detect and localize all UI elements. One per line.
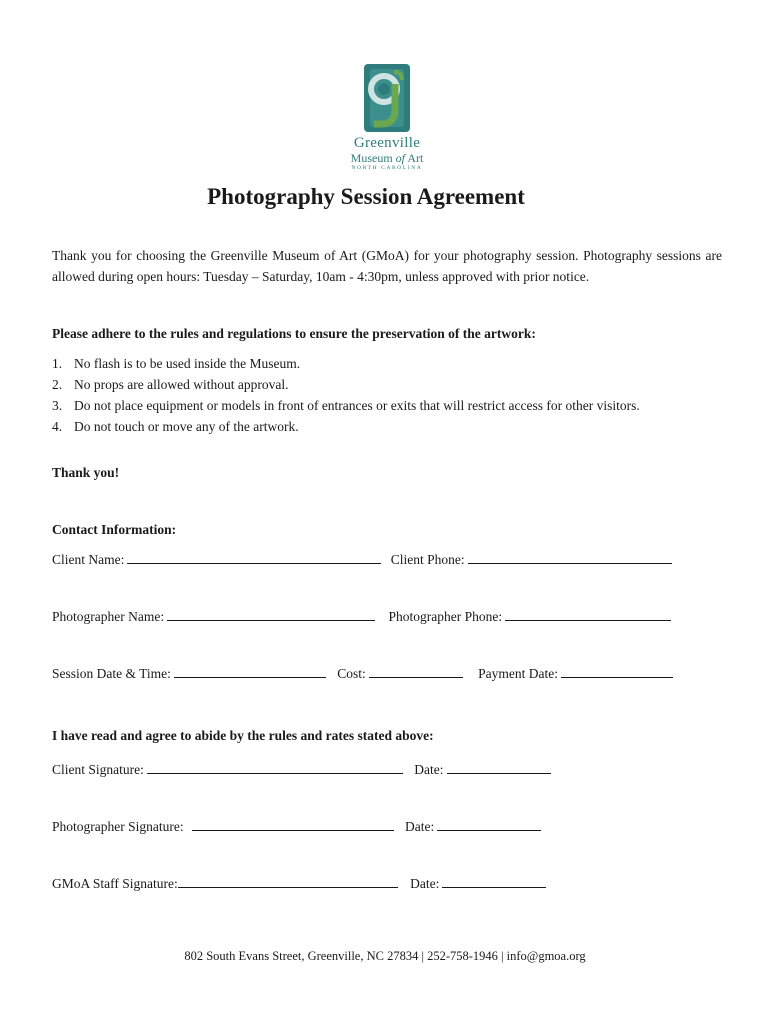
staff-date-field[interactable] [442,875,546,888]
session-date-label: Session Date & Time: [52,666,171,681]
photographer-date-field[interactable] [437,818,541,831]
client-phone-label: Client Phone: [390,552,465,567]
client-name-field[interactable] [127,551,381,564]
date-label: Date: [404,819,435,834]
photographer-signature-field[interactable] [192,818,394,831]
list-item: 4. Do not touch or move any of the artwork. [52,419,299,434]
staff-signature-row [52,875,546,892]
date-label: Date: [410,876,440,891]
list-item: 1. No flash is to be used inside the Museum. [52,356,301,371]
payment-date-label: Payment Date: [478,666,559,681]
page-title: Photography Session Agreement [207,184,525,209]
date-label: Date: [414,762,444,777]
session-info-row [52,665,673,682]
photographer-name-field[interactable] [167,608,375,621]
gmoa-g-logo-icon [364,64,410,132]
photographer-signature-label: Photographer Signature: [52,819,184,834]
client-signature-label: Client Signature: [52,762,144,777]
client-phone-field[interactable] [468,551,672,564]
staff-signature-label: GMoA Staff Signature: [52,876,178,891]
logo-name: Greenville [353,135,421,151]
logo-subtitle: Museum of Art [350,151,424,165]
thank-you-text: Thank you! [52,465,120,480]
photographer-signature-row [52,818,541,835]
rules-heading: Please adhere to the rules and regulations to ensure the preservation of the artwork: [52,326,536,341]
list-item: 3. Do not place equipment or models in front of entrances or exits that will restrict access for other visitors. [52,398,640,413]
contact-heading: Contact Information: [52,522,177,537]
list-item: 2. No props are allowed without approval. [52,377,289,392]
photographer-name-label: Photographer Name: [52,609,165,624]
photographer-phone-label: Photographer Phone: [388,609,503,624]
photographer-info-row [52,608,671,625]
museum-logo [340,64,434,174]
client-signature-field[interactable] [147,761,403,774]
cost-field[interactable] [369,665,463,678]
logo-state: NORTH CAROLINA [351,165,423,171]
payment-date-field[interactable] [561,665,673,678]
footer-contact: 802 South Evans Street, Greenville, NC 27834 | 252-758-1946 | info@gmoa.org [184,949,586,963]
session-date-field[interactable] [174,665,326,678]
photographer-phone-field[interactable] [505,608,671,621]
intro-paragraph: Thank you for choosing the Greenville Museum of Art (GMoA) for your photography session. Photography sessions are allowed during open hours: Tuesday – Saturday, 10am - 4:30pm, unless approved with prior notice. [52,248,722,284]
staff-signature-field[interactable] [178,875,398,888]
client-date-field[interactable] [447,761,551,774]
client-name-label: Client Name: [52,552,125,567]
cost-label: Cost: [337,666,366,681]
client-info-row [52,551,672,568]
agreement-heading: I have read and agree to abide by the rules and rates stated above: [52,728,434,743]
client-signature-row [52,761,551,778]
rules-list [52,353,640,437]
